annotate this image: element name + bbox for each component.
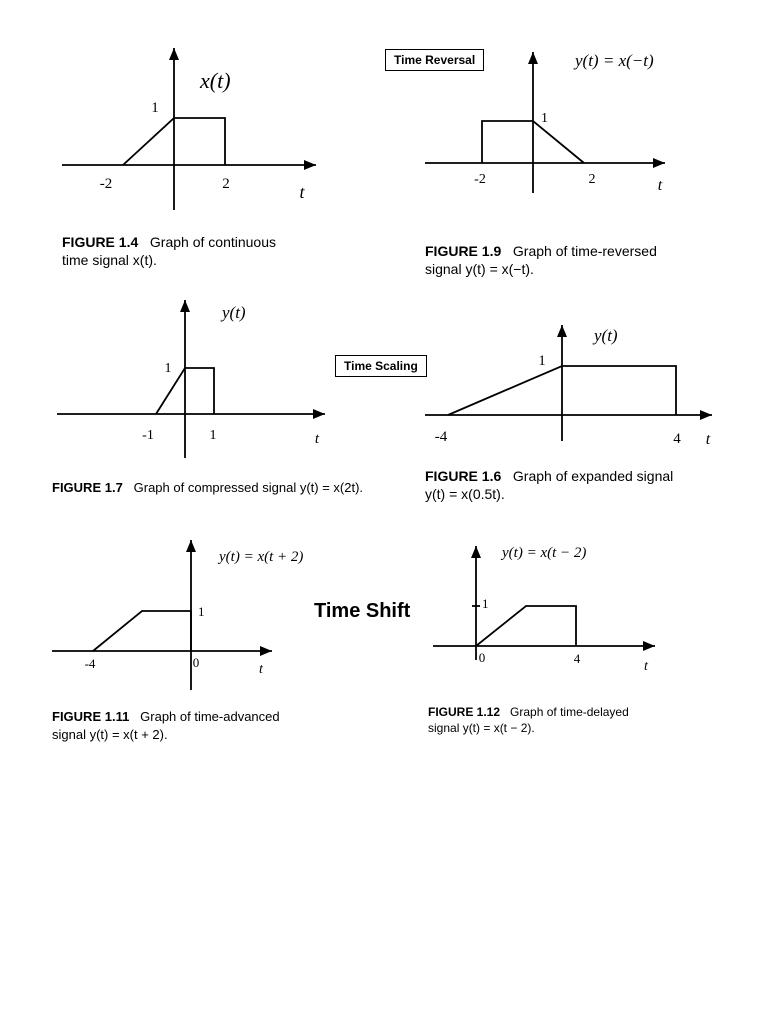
chart-title: y(t) = x(t − 2) [502, 545, 587, 561]
x-axis-label: t [644, 659, 648, 674]
y-tick-label: 1 [151, 100, 159, 116]
x-axis-label: t [657, 177, 663, 194]
x-tick-label: -1 [142, 428, 154, 443]
x-axis-label: t [314, 431, 320, 447]
x-tick-label: 0 [478, 650, 486, 665]
x-tick-label: 2 [222, 176, 230, 192]
signal-line [476, 606, 576, 646]
x-tick-label: 4 [673, 431, 681, 447]
chart-title: y(t) = x(t + 2) [219, 549, 304, 565]
y-axis-arrow [180, 300, 190, 312]
caption-line2: signal y(t) = x(−t). [425, 261, 534, 277]
y-axis-arrow [528, 52, 538, 64]
caption-fig-number: FIGURE 1.7 [52, 480, 123, 495]
x-tick-label: 1 [209, 428, 217, 443]
time-shift-label: Time Shift [314, 600, 411, 622]
caption-figure-1-12 [428, 704, 629, 736]
caption-fig-number: FIGURE 1.9 [425, 243, 502, 259]
x-axis-arrow [304, 160, 316, 170]
y-axis-arrow [471, 546, 481, 558]
caption-line2: y(t) = x(0.5t). [425, 486, 505, 502]
x-axis-arrow [313, 409, 325, 419]
x-axis-arrow [260, 646, 272, 656]
y-tick-label: 1 [482, 596, 489, 611]
caption-text: Graph of time-reversed [512, 243, 657, 259]
y-axis-arrow [186, 540, 196, 552]
caption-text: Graph of time-delayed [510, 705, 629, 719]
x-tick-label: -4 [434, 429, 448, 445]
caption-line2: time signal x(t). [62, 252, 157, 268]
x-axis-label: t [705, 431, 711, 448]
x-tick-label: 0 [192, 655, 200, 670]
signal-line [448, 366, 676, 415]
caption-figure-1-7 [52, 479, 363, 497]
chart-title: y(t) = x(−t) [575, 51, 654, 70]
caption-figure-1-4 [62, 233, 276, 269]
y-axis-arrow [557, 325, 567, 337]
caption-line2: signal y(t) = x(t − 2). [428, 721, 535, 735]
chart-title: y(t) [222, 303, 246, 322]
x-axis-arrow [653, 158, 665, 168]
x-tick-label: 2 [588, 172, 596, 187]
caption-figure-1-6 [425, 467, 673, 503]
time-reversal-label: Time Reversal [385, 49, 484, 71]
y-axis-arrow [169, 48, 179, 60]
x-tick-label: -2 [474, 172, 486, 187]
caption-fig-number: FIGURE 1.12 [428, 705, 501, 719]
caption-figure-1-9 [425, 242, 657, 278]
caption-figure-1-11 [52, 708, 280, 744]
y-tick-label: 1 [538, 353, 546, 369]
y-tick-label: 1 [198, 604, 205, 619]
x-tick-label: -4 [84, 656, 96, 671]
signal-line [156, 368, 214, 414]
caption-text: Graph of continuous [149, 234, 277, 250]
x-axis-arrow [700, 410, 712, 420]
caption-fig-number: FIGURE 1.4 [62, 234, 139, 250]
caption-text: Graph of compressed signal y(t) = x(2t). [133, 480, 364, 495]
y-tick-label: 1 [541, 111, 548, 126]
x-tick-label: 4 [573, 651, 581, 666]
x-axis-label: t [259, 662, 263, 677]
caption-line2: signal y(t) = x(t + 2). [52, 727, 168, 742]
x-axis-arrow [643, 641, 655, 651]
caption-text: Graph of expanded signal [512, 468, 674, 484]
x-axis-label: t [299, 182, 305, 202]
chart-title: y(t) [594, 326, 618, 345]
x-tick-label: -2 [99, 176, 113, 192]
caption-fig-number: FIGURE 1.11 [52, 709, 130, 724]
caption-fig-number: FIGURE 1.6 [425, 468, 502, 484]
signal-line [482, 121, 584, 163]
y-tick-label: 1 [164, 361, 172, 376]
chart-title: x(t) [200, 68, 231, 93]
caption-text: Graph of time-advanced [140, 709, 280, 724]
time-scaling-label: Time Scaling [335, 355, 427, 377]
signal-line [93, 611, 191, 651]
signal-line [123, 118, 225, 165]
